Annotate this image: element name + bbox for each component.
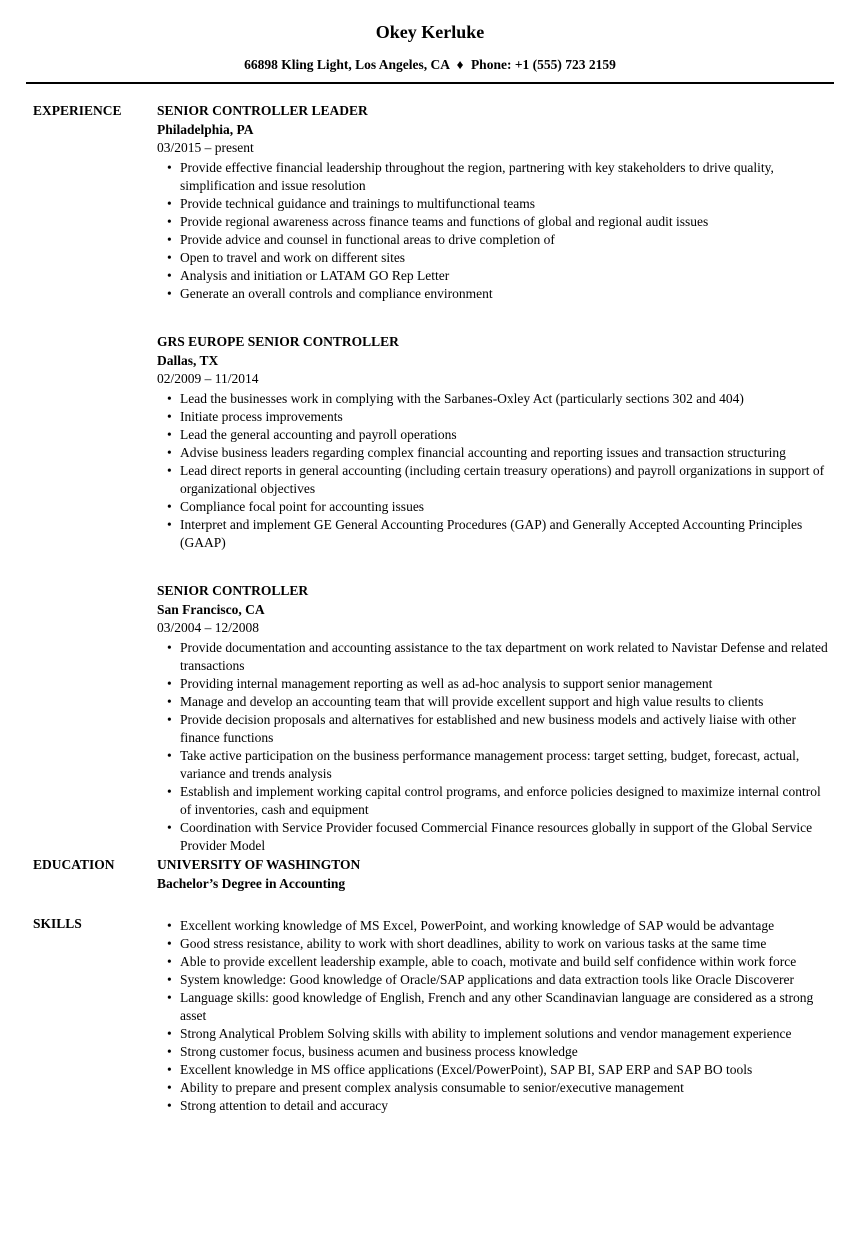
- job-bullet-list: [157, 390, 835, 552]
- bullet-item: • Language skills: good knowledge of English, French and any other Scandinavian language are considered as a strong asset: [180, 989, 835, 1025]
- bullet-item: • System knowledge: Good knowledge of Oracle/SAP applications and data extraction tools like Oracle Discoverer: [180, 971, 835, 989]
- job-title: SENIOR CONTROLLER LEADER: [157, 103, 368, 118]
- bullet-item: • Able to provide excellent leadership example, able to coach, motivate and build self confidence within work force: [180, 953, 835, 971]
- job-dates: 02/2009 – 11/2014: [157, 371, 259, 386]
- bullet-item: • Manage and develop an accounting team that will provide excellent support and high value results to clients: [180, 693, 835, 711]
- job-entry-senior-controller-leader: [157, 101, 835, 303]
- job-title: GRS EUROPE SENIOR CONTROLLER: [157, 334, 399, 349]
- experience-content: [157, 101, 835, 855]
- job-bullet-list: [157, 159, 835, 303]
- bullet-item: • Lead the businesses work in complying with the Sarbanes-Oxley Act (particularly sections 302 and 404): [180, 390, 835, 408]
- bullet-item: • Interpret and implement GE General Accounting Procedures (GAP) and Generally Accepted Accounting Principles (GAAP): [180, 516, 835, 552]
- bullet-item: • Advise business leaders regarding complex financial accounting and reporting issues and transaction structuring: [180, 444, 835, 462]
- education-content: [157, 855, 835, 894]
- bullet-item: • Good stress resistance, ability to work with short deadlines, ability to work on various tasks at the same time: [180, 935, 835, 953]
- bullet-item: • Provide documentation and accounting assistance to the tax department on work related to Navistar Defense and related transactions: [180, 639, 835, 675]
- bullet-item: • Provide regional awareness across finance teams and functions of global and regional audit issues: [180, 213, 835, 231]
- section-label-education: EDUCATION: [33, 857, 115, 872]
- resume-body: [0, 84, 860, 1115]
- bullet-item: • Open to travel and work on different sites: [180, 249, 835, 267]
- skills-content: [157, 914, 835, 1115]
- bullet-item: • Analysis and initiation or LATAM GO Rep Letter: [180, 267, 835, 285]
- diamond-icon: ♦: [456, 57, 464, 72]
- bullet-item: • Excellent working knowledge of MS Excel, PowerPoint, and working knowledge of SAP would be advantage: [180, 917, 835, 935]
- section-label-skills: SKILLS: [33, 916, 82, 931]
- contact-line: [0, 56, 860, 74]
- job-location: Philadelphia, PA: [157, 122, 254, 137]
- job-entry-grs-europe-senior-controller: [157, 332, 835, 552]
- job-dates: 03/2015 – present: [157, 140, 254, 155]
- bullet-item: • Provide decision proposals and alternatives for established and new business models and actively liaise with other finance functions: [180, 711, 835, 747]
- job-title: SENIOR CONTROLLER: [157, 583, 309, 598]
- bullet-item: • Strong Analytical Problem Solving skills with ability to implement solutions and vendor management experience: [180, 1025, 835, 1043]
- bullet-item: • Strong customer focus, business acumen and business process knowledge: [180, 1043, 835, 1061]
- job-bullet-list: [157, 639, 835, 855]
- job-dates: 03/2004 – 12/2008: [157, 620, 260, 635]
- bullet-item: • Lead direct reports in general accounting (including certain treasury operations) and payroll organizations in support of organizational objectives: [180, 462, 835, 498]
- bullet-item: • Lead the general accounting and payroll operations: [180, 426, 835, 444]
- bullet-item: • Generate an overall controls and compliance environment: [180, 285, 835, 303]
- education-school: UNIVERSITY OF WASHINGTON: [157, 857, 361, 872]
- bullet-item: • Initiate process improvements: [180, 408, 835, 426]
- person-name: Okey Kerluke: [375, 22, 485, 42]
- bullet-item: • Ability to prepare and present complex analysis consumable to senior/executive management: [180, 1079, 835, 1097]
- bullet-item: • Providing internal management reporting as well as ad-hoc analysis to support senior management: [180, 675, 835, 693]
- job-location: San Francisco, CA: [157, 602, 265, 617]
- bullet-item: • Establish and implement working capital control programs, and enforce policies designed to maximize internal control of inventories, cash and equipment: [180, 783, 835, 819]
- education-degree: Bachelor’s Degree in Accounting: [157, 876, 346, 891]
- address-text: 66898 Kling Light, Los Angeles, CA: [244, 57, 450, 72]
- bullet-item: • Coordination with Service Provider focused Commercial Finance resources globally in support of the Global Service Provider Model: [180, 819, 835, 855]
- phone-text: Phone: +1 (555) 723 2159: [470, 57, 616, 72]
- bullet-item: • Provide advice and counsel in functional areas to drive completion of: [180, 231, 835, 249]
- bullet-item: • Strong attention to detail and accuracy: [180, 1097, 835, 1115]
- bullet-item: • Take active participation on the business performance management process: target setting, budget, forecast, actual, variance and trends analysis: [180, 747, 835, 783]
- skills-bullet-list: [157, 917, 835, 1115]
- section-label-experience: EXPERIENCE: [33, 103, 122, 118]
- job-location: Dallas, TX: [157, 353, 219, 368]
- job-entry-senior-controller: [157, 581, 835, 855]
- bullet-item: • Provide effective financial leadership throughout the region, partnering with key stakeholders to drive quality, simplification and issue resolution: [180, 159, 835, 195]
- bullet-item: • Compliance focal point for accounting issues: [180, 498, 835, 516]
- bullet-item: • Provide technical guidance and trainings to multifunctional teams: [180, 195, 835, 213]
- bullet-item: • Excellent knowledge in MS office applications (Excel/PowerPoint), SAP BI, SAP ERP and SAP BO tools: [180, 1061, 835, 1079]
- resume-header: [0, 0, 860, 84]
